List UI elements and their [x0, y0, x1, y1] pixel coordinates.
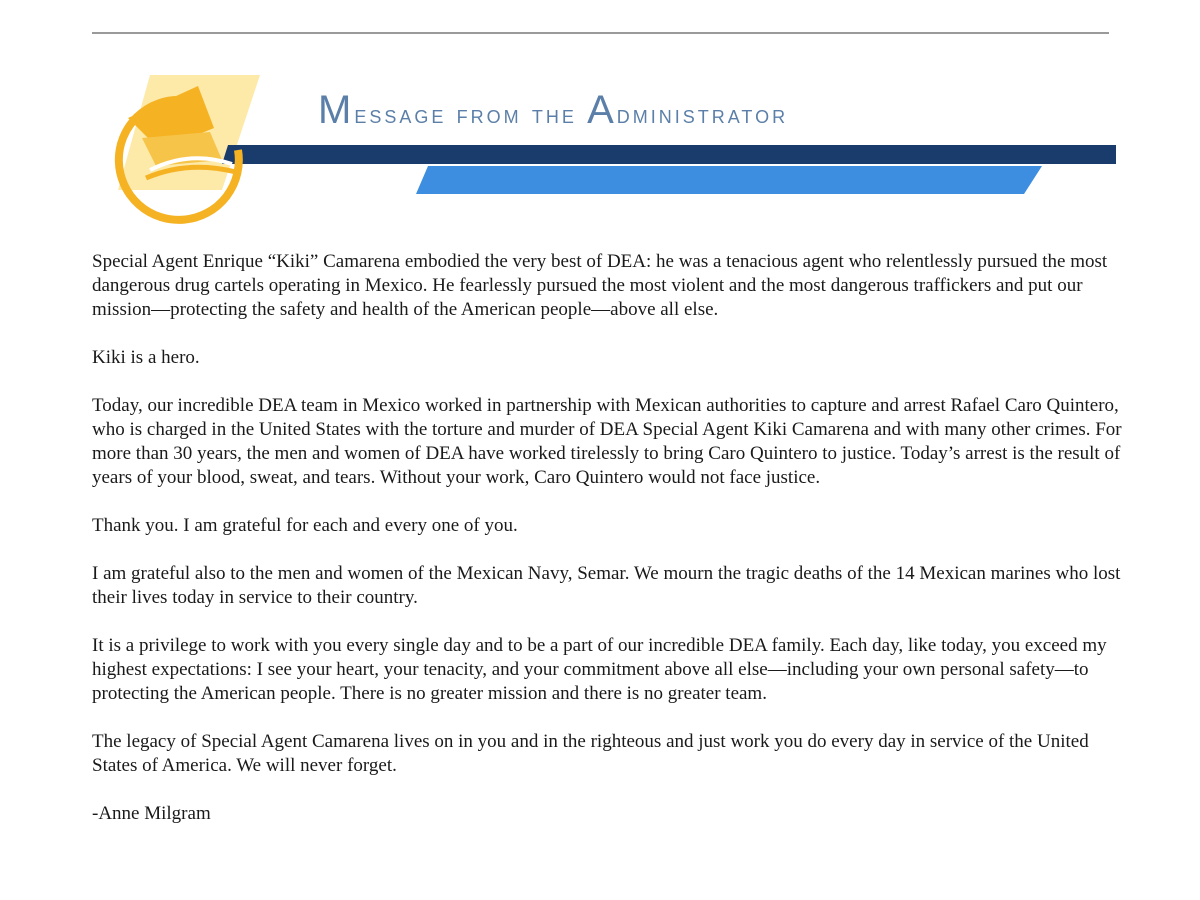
- title-initial-a: A: [587, 88, 617, 132]
- paragraph-arrest: Today, our incredible DEA team in Mexico worked in partnership with Mexican authorities to capture and arrest Rafael Caro Quintero, who is charged in the United States with the torture and murder of DEA Special Agent Kiki Camarena and with many other crimes. For more than 30 years, the men and women of DEA have worked tirelessly to bring Caro Quintero to justice. Today’s arrest is the result of years of your blood, sweat, and tears. Without your work, Caro Quintero would not face justice.: [92, 395, 1122, 488]
- title-word-from: from: [456, 99, 522, 129]
- paragraph-camarena-tribute: Special Agent Enrique “Kiki” Camarena embodied the very best of DEA: he was a tenacious agent who relentlessly pursued the most dangerous drug cartels operating in Mexico. He fearlessly pursued the most violent and the most dangerous traffickers and put our mission—protecting the safety and health of the American people—above all else.: [92, 251, 1108, 320]
- header-title: [318, 90, 788, 134]
- title-word-message-rest: essage: [354, 99, 447, 129]
- title-word-the: the: [531, 99, 577, 129]
- paragraph-kiki-hero: Kiki is a hero.: [92, 347, 200, 368]
- title-initial-m: M: [318, 88, 355, 132]
- paragraph-mexican-navy: I am grateful also to the men and women of the Mexican Navy, Semar. We mourn the tragic deaths of the 14 Mexican marines who lost their lives today in service to their country.: [92, 563, 1121, 608]
- signature: -Anne Milgram: [92, 803, 211, 824]
- header-light-band: [416, 166, 1042, 194]
- paragraph-thank-you: Thank you. I am grateful for each and every one of you.: [92, 515, 518, 536]
- paragraph-legacy: The legacy of Special Agent Camarena lives on in you and in the righteous and just work you do every day in service of the United States of America. We will never forget.: [92, 731, 1089, 776]
- title-word-administrator-rest: dministrator: [616, 99, 789, 129]
- header-dark-band: [222, 145, 1116, 164]
- paragraph-privilege: It is a privilege to work with you every single day and to be a part of our incredible DEA family. Each day, like today, you exceed my highest expectations: I see your heart, your tenacity, and your commitment above all else—including your own personal safety—to protecting the American people. There is no greater mission and there is no greater team.: [92, 635, 1107, 704]
- letter-body: [92, 250, 1122, 826]
